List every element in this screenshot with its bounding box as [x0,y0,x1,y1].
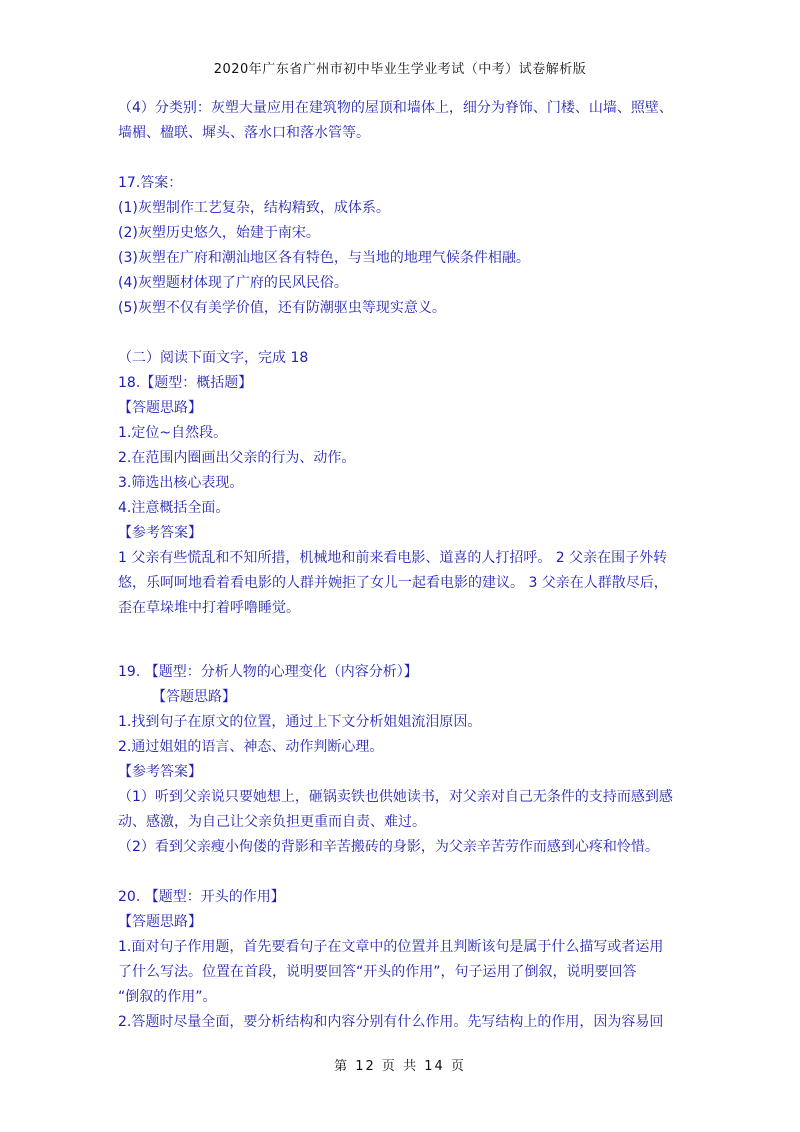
question-17-heading: 17.答案： [118,175,183,191]
answer-line: （1）听到父亲说只要她想上，砸锅卖铁也供她读书，对父亲对自己无条件的支持而感到感 [118,789,673,805]
thinking-item: 1.找到句子在原文的位置，通过上下文分析姐姐流泪原因。 [118,714,482,730]
answer-line: 1 父亲有些慌乱和不知所措，机械地和前来看电影、道喜的人打招呼。 2 父亲在围子外转 [118,550,668,566]
answer-line: 动、感激，为自己让父亲负担更重而自责、难过。 [118,814,426,830]
document-body [118,96,688,1035]
answer-item: (5)灰塑不仅有美学价值，还有防潮驱虫等现实意义。 [118,300,446,316]
answer-line: 悠，乐呵呵地看着看电影的人群并婉拒了女儿一起看电影的建议。 3 父亲在人群散尽后， [118,575,668,591]
thinking-item: 4.注意概括全面。 [118,500,230,516]
page-header: 2020年广东省广州市初中毕业生学业考试（中考）试卷解析版 [213,62,587,77]
thinking-item: 3.筛选出核心表现。 [118,475,244,491]
paragraph-line: 1.面对句子作用题，首先要看句子在文章中的位置并且判断该句是属于什么描写或者运用 [118,939,664,955]
answer-label: 【参考答案】 [118,764,202,780]
answer-item: (1)灰塑制作工艺复杂，结构精致，成体系。 [118,200,390,216]
answer-line: 歪在草垛堆中打着呼噜睡觉。 [118,600,300,616]
paragraph-line: “倒叙的作用”。 [118,989,217,1005]
page-footer: 第 12 页 共 14 页 [334,1059,466,1074]
question-18-heading: 18.【题型：概括题】 [118,375,253,391]
section-intro: （二）阅读下面文字，完成 18 [118,350,309,366]
question-20-heading: 20. 【题型：开头的作用】 [118,889,285,905]
paragraph-line: 墙楣、楹联、墀头、落水口和落水管等。 [118,125,370,141]
paragraph-line: （4）分类别：灰塑大量应用在建筑物的屋顶和墙体上，细分为脊饰、门楼、山墙、照壁、 [118,100,673,116]
answer-item: (2)灰塑历史悠久，始建于南宋。 [118,225,320,241]
paragraph-line: 2.答题时尽量全面，要分析结构和内容分别有什么作用。先写结构上的作用，因为容易回 [118,1014,664,1030]
thinking-item: 2.通过姐姐的语言、神态、动作判断心理。 [118,739,384,755]
answer-item: (4)灰塑题材体现了广府的民风民俗。 [118,275,348,291]
thinking-item: 1.定位~自然段。 [118,425,228,441]
paragraph-line: 了什么写法。位置在首段，说明要回答“开头的作用”，句子运用了倒叙，说明要回答 [118,964,637,980]
thinking-label: 【答题思路】 [118,400,202,416]
answer-line: （2）看到父亲瘦小佝偻的背影和辛苦搬砖的身影，为父亲辛苦劳作而感到心疼和怜惜。 [118,839,659,855]
thinking-label: 【答题思路】 [152,689,236,705]
thinking-item: 2.在范围内圈画出父亲的行为、动作。 [118,450,356,466]
answer-item: (3)灰塑在广府和潮汕地区各有特色，与当地的地理气候条件相融。 [118,250,530,266]
thinking-label: 【答题思路】 [118,914,202,930]
question-19-heading: 19. 【题型：分析人物的心理变化（内容分析）】 [118,664,418,680]
answer-label: 【参考答案】 [118,525,202,541]
